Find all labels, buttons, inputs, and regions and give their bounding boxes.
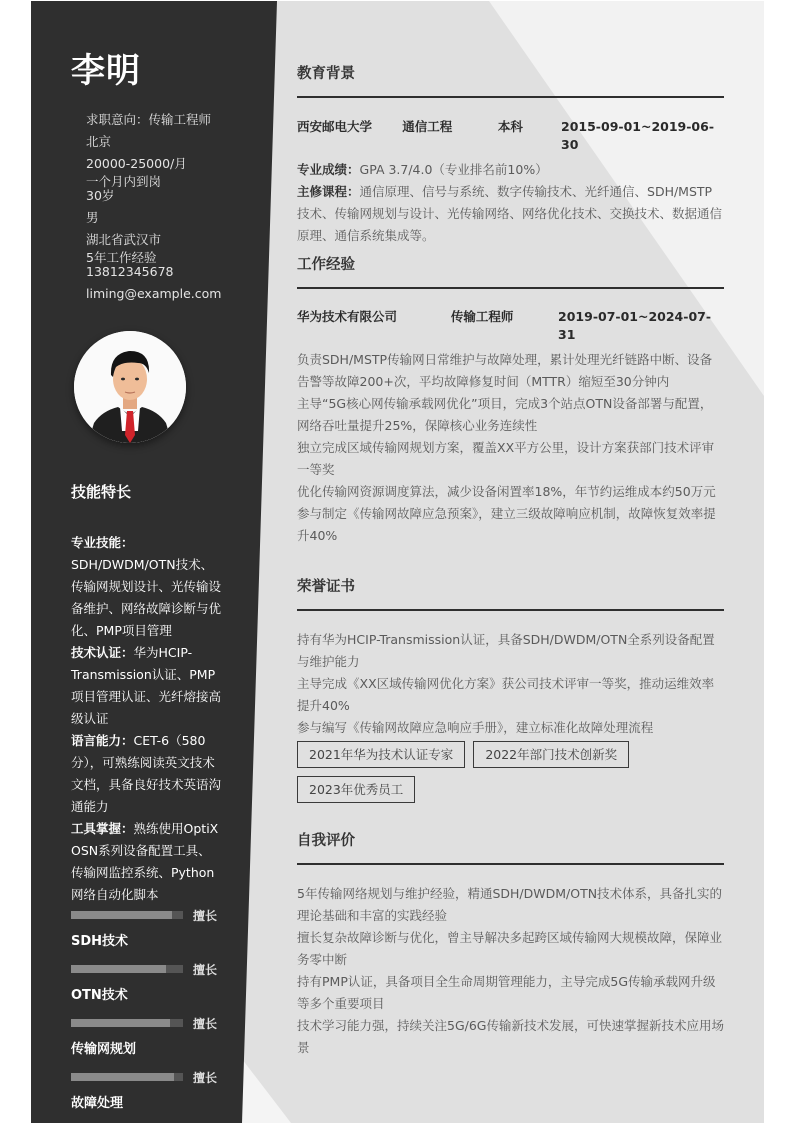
honors-list [297,629,724,739]
self-eval-item: 5年传输网络规划与维护经验，精通SDH/DWDM/OTN技术体系，具备扎实的理论基础和丰富的实践经验 [297,886,723,923]
skill-level: 擅长 [193,963,218,977]
self-evaluation-title: 自我评价 [297,833,355,849]
personal-info [86,109,251,305]
major: 通信工程 [402,119,453,134]
skill-progress-bar [71,965,183,973]
award-tag: 2023年优秀员工 [297,776,415,803]
degree: 本科 [497,119,523,134]
skill-name: SDH技术 [71,934,129,949]
self-eval-item: 擅长复杂故障诊断与优化，曾主导解决多起跨区域传输网大规模故障，保障业务零中断 [297,930,723,967]
skill-progress-bar [71,911,183,919]
honor-item: 持有华为HCIP-Transmission认证，具备SDH/DWDM/OTN全系列设备配置与维护能力 [297,632,715,669]
hometown: 湖北省武汉市 [86,232,162,247]
avatar-portrait-icon [74,331,186,443]
self-evaluation-section [297,830,724,1059]
city: 北京 [86,134,112,149]
education-title: 教育背景 [297,66,355,82]
company-name: 华为技术有限公司 [297,309,398,324]
honors-section [297,576,724,803]
skill-bars [71,907,251,1123]
award-tag: 2022年部门技术创新奖 [473,741,629,768]
work-item: 参与制定《传输网故障应急预案》，建立三级故障响应机制，故障恢复效率提升40% [297,506,716,543]
education-header-row [297,118,724,154]
job-intention: 求职意向：传输工程师 [86,112,212,127]
education-section [297,63,724,247]
skills-section-title: 技能特长 [71,483,132,501]
email[interactable]: liming@example.com [86,286,222,301]
self-eval-item: 持有PMP认证，具备项目全生命周期管理能力，主导完成5G传输承载网升级等多个重要项目 [297,974,716,1011]
skill-name: 故障处理 [71,1096,124,1111]
age: 30岁 [86,188,115,203]
honor-item: 参与编写《传输网故障应急响应手册》，建立标准化故障处理流程 [297,720,654,735]
avatar [74,331,186,443]
skill-group-professional: 专业技能：SDH/DWDM/OTN技术、传输网规划设计、光传输设备维护、网络故障诊断与优化、PMP项目管理 [71,535,222,638]
skill-group-certification: 技术认证：华为HCIP-Transmission认证、PMP项目管理认证、光纤熔接高级认证 [71,645,222,726]
work-item: 独立完成区域传输网规划方案，覆盖XX平方公里，设计方案获部门技术评审一等奖 [297,440,715,477]
self-evaluation-list [297,883,724,1059]
skill-level: 擅长 [193,1071,218,1085]
skill-progress-bar [71,1019,183,1027]
work-item: 优化传输网资源调度算法，减少设备闲置率18%，年节约运维成本约50万元 [297,484,716,499]
award-tag: 2021年华为技术认证专家 [297,741,465,768]
job-position: 传输工程师 [450,309,514,324]
self-eval-item: 技术学习能力强，持续关注5G/6G传输新技术发展，可快速掌握新技术应用场景 [297,1018,724,1055]
skills-description [71,532,221,906]
skill-bar-item [71,961,251,1015]
skill-progress-bar [71,1073,183,1081]
skill-group-language: 语言能力：CET-6（580分），可熟练阅读英文技术文档，具备良好技术英语沟通能力 [71,733,222,814]
work-item: 主导“5G核心网传输承载网优化”项目，完成3个站点OTN设备部署与配置，网络吞吐量提升25%，保障核心业务连续性 [297,396,713,433]
award-tags [297,741,657,803]
skill-group-tools: 工具掌握：熟练使用OptiX OSN系列设备配置工具、传输网监控系统、Python网络自动化脚本 [71,821,219,902]
salary: 20000-25000/月 [86,156,187,171]
skill-level: 擅长 [193,909,218,923]
skill-name: 传输网规划 [71,1042,137,1057]
school-name: 西安邮电大学 [297,119,373,134]
work-title: 工作经验 [297,257,355,273]
work-period: 2019-07-01~2024-07-31 [558,309,712,342]
section-divider [297,609,724,611]
skill-bar-item [71,1015,251,1069]
education-period: 2015-09-01~2019-06-30 [561,119,715,152]
work-item: 负责SDH/MSTP传输网日常维护与故障处理，累计处理光纤链路中断、设备告警等故障200+次，平均故障修复时间（MTTR）缩短至30分钟内 [297,352,713,389]
work-achievements [297,349,724,547]
section-divider [297,96,724,98]
education-courses: 主修课程：通信原理、信号与系统、数字传输技术、光纤通信、SDH/MSTP技术、传输网规划与设计、光传输网络、网络优化技术、交换技术、数据通信原理、通信系统集成等。 [297,184,723,243]
availability: 一个月内到岗 [86,174,162,189]
resume-page [31,1,764,1123]
honors-title: 荣誉证书 [297,579,355,595]
experience-years: 5年工作经验 [86,250,157,265]
work-header-row [297,308,724,344]
skill-name: OTN技术 [71,988,128,1003]
education-score: 专业成绩：GPA 3.7/4.0（专业排名前10%） [297,162,548,177]
gender: 男 [86,210,99,225]
candidate-name: 李明 [71,51,141,91]
section-divider [297,287,724,289]
skill-bar-item [71,1069,251,1123]
phone[interactable]: 13812345678 [86,264,174,279]
honor-item: 主导完成《XX区域传输网优化方案》获公司技术评审一等奖，推动运维效率提升40% [297,676,715,713]
section-divider [297,863,724,865]
skill-level: 擅长 [193,1017,218,1031]
skill-bar-item [71,907,251,961]
work-section [297,254,724,547]
